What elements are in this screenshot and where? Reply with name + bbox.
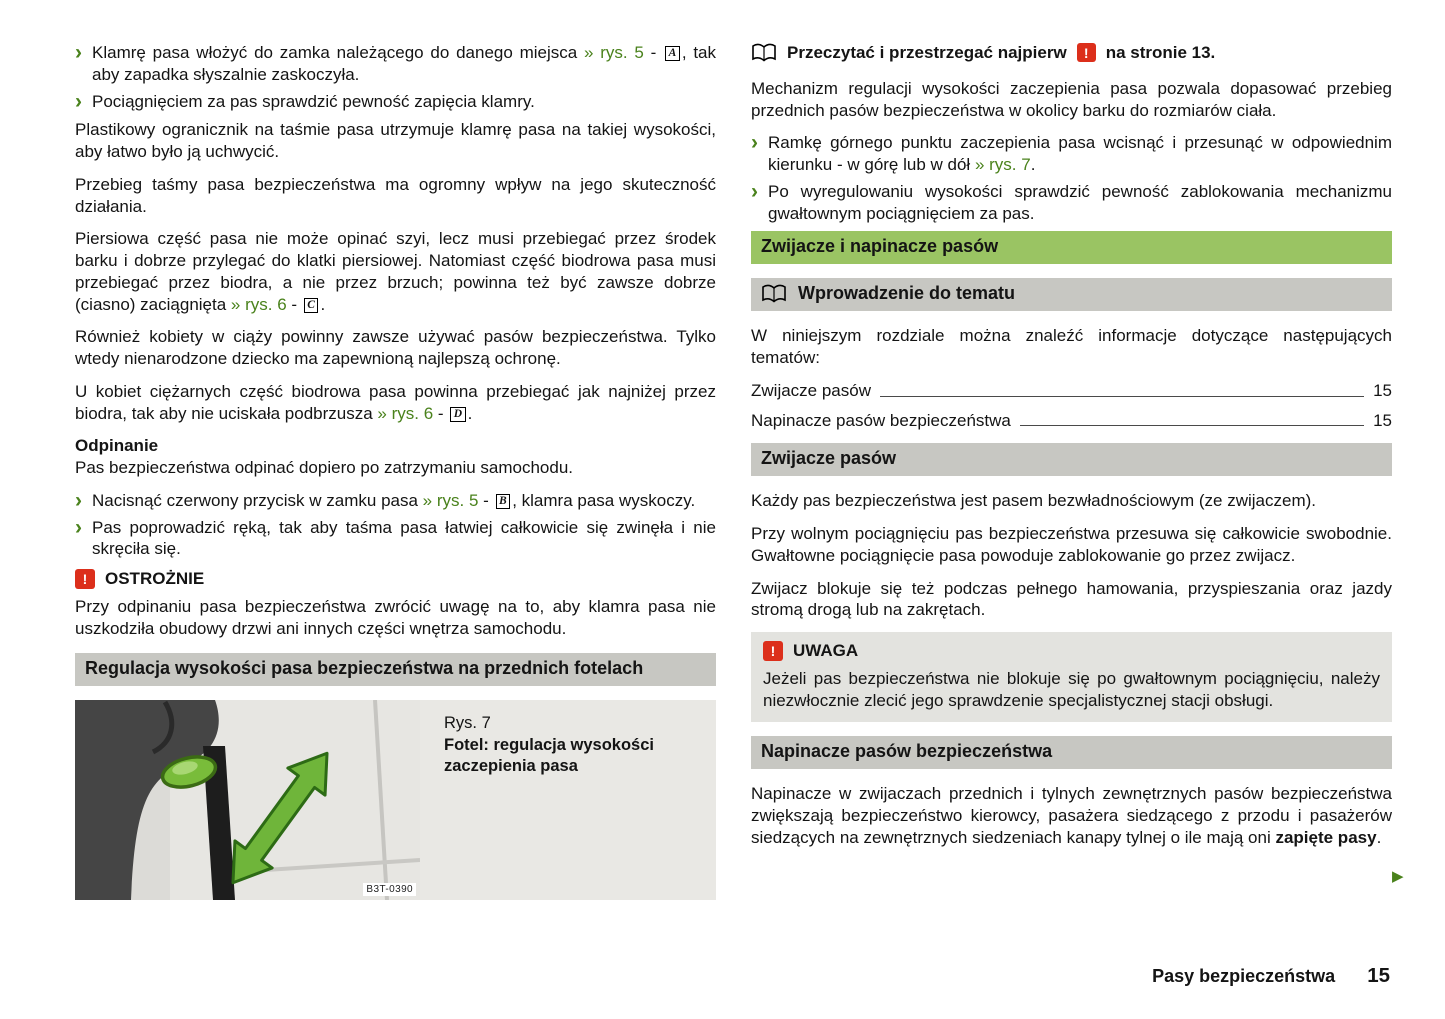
list-item [75, 490, 716, 512]
paragraph [751, 783, 1392, 848]
instruction-list [751, 132, 1392, 224]
note-title: UWAGA [793, 641, 859, 661]
toc-label: Napinacze pasów bezpieczeństwa [751, 410, 1011, 430]
list-item [751, 132, 1392, 176]
left-column [75, 42, 716, 900]
text-run: Napinacze w zwijaczach przednich i tylnych zewnętrznych pasów bezpieczeństwa zwiększają bezpieczeństwo kierowcy, pasażera siedzącego z przodu i pasażerów siedzących na zewnętrznych siedzeniach kanapy tylnej o ile mają oni [751, 784, 1392, 847]
page-footer [1152, 963, 1390, 989]
text-run: . [467, 403, 473, 423]
footer-page-number: 15 [1367, 963, 1390, 987]
text-run: Ramkę górnego punktu zaczepienia pasa wcisnąć i przesunąć w odpowiednim kierunku - w górę lub w dół [768, 133, 1392, 174]
figure-xref-link[interactable]: » rys. 7 [974, 155, 1031, 174]
text-run: , klamra pasa wyskoczy. [512, 490, 696, 510]
text-run: , tak aby zapadka słyszalnie zaskoczyła. [92, 43, 717, 84]
emphasis-text: zapięte pasy [1275, 827, 1377, 847]
read-first-page-ref[interactable]: na stronie 13. [1105, 43, 1216, 62]
caution-text: Przy odpinaniu pasa bezpieczeństwa zwrócić uwagę na to, aby klamra pasa nie uszkodziła obudowy drzwi ani innych części wnętrza samochodu. [75, 596, 716, 638]
caution-icon: ! [75, 569, 95, 589]
figure-xref-link[interactable]: » rys. 6 [377, 403, 434, 423]
list-item [751, 181, 1392, 225]
callout-letter-box: B [496, 494, 511, 509]
subsection-heading: Odpinanie [75, 436, 159, 456]
figure-label: Rys. 7 [444, 714, 491, 733]
section-header-text: Wprowadzenie do tematu [798, 283, 1016, 304]
note-warning-icon: ! [763, 641, 783, 661]
read-first-note [751, 42, 1392, 64]
list-item [75, 91, 716, 113]
list-item [75, 42, 716, 86]
right-column [751, 42, 1392, 860]
callout-letter-box: A [665, 46, 680, 61]
caution-header [75, 568, 716, 590]
seat-illustration [75, 700, 420, 900]
note-text: Jeżeli pas bezpieczeństwa nie blokuje się po gwałtownym pociągnięciu, należy niezwłocznie zlecić jego sprawdzenie specjalistycznej stacji obsługi. [763, 668, 1380, 710]
toc-leader-line [880, 396, 1364, 397]
text-run: U kobiet ciężarnych część biodrowa pasa powinna przebiegać jak najniżej przez biodra, tak aby nie uciskała podbrzusza [75, 381, 716, 423]
toc-row[interactable] [751, 410, 1392, 432]
section-header: Zwijacze pasów [751, 443, 1392, 476]
paragraph: Zwijacz blokuje się też podczas pełnego hamowania, przyspieszania oraz jazdy stromą drogą lub na zakrętach. [751, 578, 1392, 620]
text-run: Piersiowa część pasa nie może opinać szyi, lecz musi przebiegać przez środek barku i dobrze przylegać do klatki piersiowej. Natomiast część biodrowa pasa musi przebiegać przez biodra, a nie przez brzuch; powinna też być zawsze dobrze (ciasno) zaciągnięta [75, 229, 716, 314]
bullet-chevron-icon: › [75, 89, 82, 113]
text-run: . [1376, 827, 1382, 847]
bullet-chevron-icon: › [75, 41, 82, 64]
figure [75, 700, 716, 900]
toc-leader-line [1020, 425, 1364, 426]
list-item-text [92, 490, 695, 512]
figure-caption-text: Fotel: regulacja wysokości zaczepienia pasa [444, 735, 654, 776]
image-code: B3T-0390 [363, 883, 416, 896]
toc-page-number: 15 [1373, 410, 1392, 430]
paragraph [75, 381, 716, 425]
callout-letter-box: D [450, 407, 465, 422]
text-run: Nacisnąć czerwony przycisk w zamku pasa [92, 490, 423, 510]
paragraph: Przy wolnym pociągnięciu pas bezpieczeństwa przesuwa się całkowicie swobodnie. Gwałtowne pociągnięcie pasa powoduje zablokowanie go przez zwijacz. [751, 524, 1392, 565]
section-header: Regulacja wysokości pasa bezpieczeństwa na przednich fotelach [75, 653, 716, 686]
text-run: . [1030, 155, 1036, 174]
list-item-text [92, 42, 716, 86]
callout-letter-box: C [304, 298, 319, 313]
paragraph: W niniejszym rozdziale można znaleźć informacje dotyczące następujących tematów: [751, 326, 1392, 368]
text-run: - [643, 43, 664, 62]
figure-caption [420, 700, 716, 900]
paragraph: Przebieg taśmy pasa bezpieczeństwa ma ogromny wpływ na jego skuteczność działania. [75, 174, 716, 216]
mini-toc [751, 380, 1392, 432]
book-icon [751, 43, 777, 63]
paragraph: Również kobiety w ciąży powinny zawsze używać pasów bezpieczeństwa. Tylko wtedy nienarodzone dziecko ma zapewnioną najlepszą ochronę. [75, 327, 716, 368]
footer-chapter-title: Pasy bezpieczeństwa [1152, 965, 1336, 986]
list-item-text [768, 132, 1392, 176]
read-first-text: Przeczytać i przestrzegać najpierw [787, 43, 1067, 62]
section-header: Napinacze pasów bezpieczeństwa [751, 736, 1392, 769]
book-icon [761, 284, 787, 304]
list-item-text: Po wyregulowaniu wysokości sprawdzić pewność zablokowania mechanizmu gwałtownym pociągnięciem za pas. [768, 181, 1392, 223]
continuation-arrow-icon: ▶ [1392, 868, 1404, 885]
paragraph: Pas bezpieczeństwa odpinać dopiero po zatrzymaniu samochodu. [75, 458, 574, 477]
figure-image [75, 700, 420, 900]
caution-title: OSTROŻNIE [105, 569, 205, 588]
figure-xref-link[interactable]: » rys. 5 [422, 490, 479, 510]
instruction-list [75, 42, 716, 112]
note-header [763, 640, 1380, 662]
text-run: Klamrę pasa włożyć do zamka należącego do danego miejsca [92, 43, 585, 62]
list-item-text: Pas poprowadzić ręką, tak aby taśma pasa łatwiej całkowicie się zwinęła i nie skręciła się. [92, 517, 716, 559]
toc-label: Zwijacze pasów [751, 380, 871, 400]
text-run: - [286, 294, 302, 314]
note-box [751, 632, 1392, 722]
text-run: - [433, 403, 449, 423]
figure-xref-link[interactable]: » rys. 5 [584, 43, 644, 62]
text-run: - [478, 490, 494, 510]
paragraph [75, 228, 716, 315]
caution-block [75, 568, 716, 639]
paragraph: Każdy pas bezpieczeństwa jest pasem bezwładnościowym (ze zwijaczem). [751, 491, 1317, 511]
toc-page-number: 15 [1373, 380, 1392, 400]
warning-icon: ! [1077, 43, 1096, 62]
section-header-intro [751, 278, 1392, 311]
instruction-list [75, 490, 716, 560]
bullet-chevron-icon: › [75, 488, 82, 512]
bullet-chevron-icon: › [751, 131, 758, 155]
paragraph: Mechanizm regulacji wysokości zaczepienia pasa pozwala dopasować przebieg przednich pasów bezpieczeństwa w okolicy barku do rozmiarów ciała. [751, 78, 1392, 120]
bullet-chevron-icon: › [751, 179, 758, 203]
list-item-text: Pociągnięciem za pas sprawdzić pewność zapięcia klamry. [92, 91, 535, 111]
chapter-header: Zwijacze i napinacze pasów [751, 231, 1392, 264]
text-run: . [320, 294, 326, 314]
toc-row[interactable] [751, 380, 1392, 402]
bullet-chevron-icon: › [75, 515, 82, 539]
figure-xref-link[interactable]: » rys. 6 [230, 294, 287, 314]
list-item [75, 517, 716, 561]
paragraph: Plastikowy ogranicznik na taśmie pasa utrzymuje klamrę pasa na takiej wysokości, aby łatwo było ją uchwycić. [75, 120, 716, 161]
